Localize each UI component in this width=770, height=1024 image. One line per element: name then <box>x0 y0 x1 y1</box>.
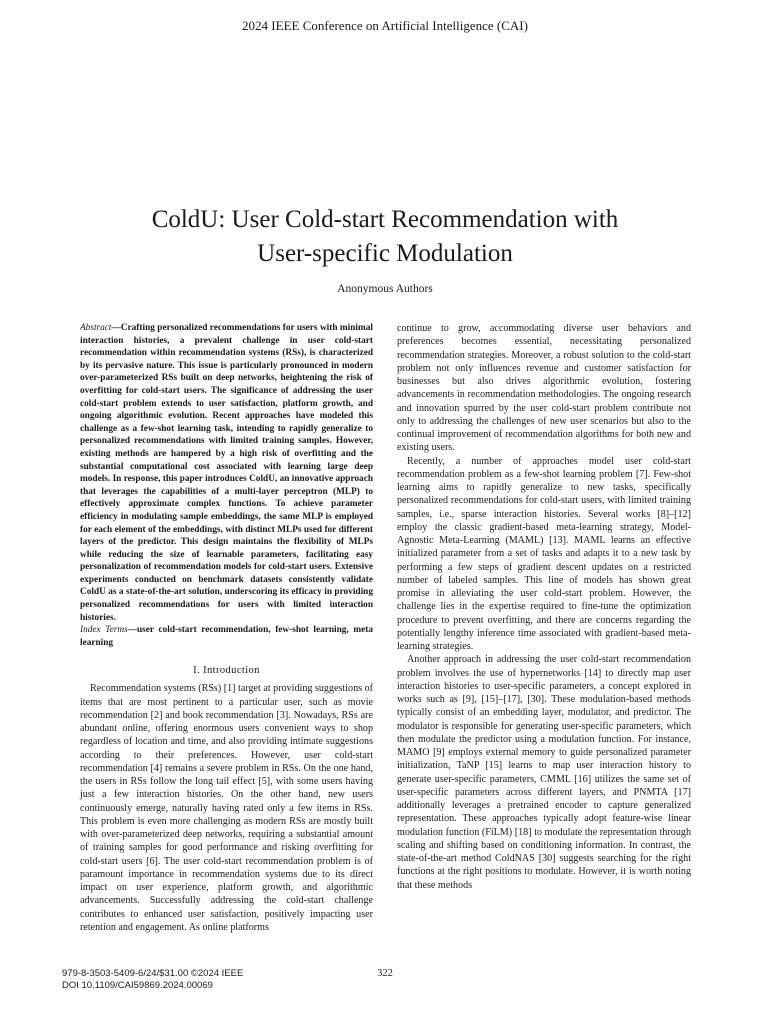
footer-isbn: 979-8-3503-5409-6/24/$31.00 ©2024 IEEE <box>62 968 244 979</box>
left-column <box>80 322 373 934</box>
right-column <box>397 322 691 892</box>
section-heading-introduction: I. Introduction <box>193 665 260 677</box>
footer-doi: DOI 10.1109/CAI59869.2024.00069 <box>62 980 213 991</box>
right-paragraph-1: continue to grow, accommodating diverse user behaviors and preferences becomes essential, necessitating personalized recommendation strategies. Moreover, a robust solution to the cold-start problem not only influences revenue and customer satisfaction for businesses but also drives algorithmic evolution, fostering advancements in recommendation methodologies. The ongoing research and innovation spurred by the user cold-start problem contribute not only to addressing the challenges of new user scenarios but also to the continual improvement of recommendation algorithms for both new and existing users. <box>397 323 691 454</box>
page-number: 322 <box>377 968 393 979</box>
paper-title <box>60 203 710 271</box>
index-terms <box>80 624 373 649</box>
abstract-label: Abstract <box>80 323 112 333</box>
abstract-text: —Crafting personalized recommendations for users with minimal interaction histories, a prevalent challenge in user cold-start recommendation within recommendation systems (RSs), is characterized by its pervasive nature. This issue is particularly pronounced in modern over-parameterized RSs built on deep networks, heightening the risk of overfitting for cold-start users. The significance of addressing the user cold-start problem extends to user satisfaction, platform growth, and ongoing algorithmic evolution. Recent approaches have modeled this challenge as a few-shot learning task, intending to rapidly generalize to personalized recommendations with limited training samples. However, existing methods are hampered by a high risk of overfitting and the substantial computational cost associated with learning large deep models. In response, this paper introduces ColdU, an innovative approach that leverages the capabilities of a multi-layer perceptron (MLP) to effectively approximate complex functions. To achieve parameter efficiency in modulating sample embeddings, the same MLP is employed for each element of the embeddings, with distinct MLPs used for different layers of the predictor. This design maintains the flexibility of MLPs while reducing the size of learnable parameters, facilitating easy personalization of recommendation models for cold-start users. Extensive experiments conducted on benchmark datasets consistently validate ColdU as a state-of-the-art solution, underscoring its efficacy in providing personalized recommendations for users with limited interaction histories. <box>80 323 373 623</box>
title-line-1: ColdU: User Cold-start Recommendation with <box>151 206 619 233</box>
left-paragraph-1: Recommendation systems (RSs) [1] target at providing suggestions of items that are most pertinent to a particular user, such as movie recommendation [2] and book recommendation [3]. Nowadays, RSs are abundant online, offering enormous users convenient ways to shop regardless of location and time, and also providing intimate suggestions according to their preferences. However, user cold-start recommendation [4] remains a severe problem in RSs. On the one hand, the users in RSs follow the long tail effect [5], with some users having just a few interaction histories. On the other hand, new users continuously emerge, naturally having rated only a few items in RSs. This problem is even more challenging as modern RSs are mostly built with over-parameterized deep networks, requiring a substantial amount of training samples for good performance and risking overfitting for cold-start users [6]. The user cold-start recommendation problem is of paramount importance in recommendation systems due to its direct impact on user experience, platform growth, and algorithmic advancements. Successfully addressing the cold-start challenge contributes to enhanced user satisfaction, positively impacting user retention and engagement. As online platforms <box>80 683 373 933</box>
index-terms-label: Index Terms <box>80 625 128 636</box>
title-line-2: User-specific Modulation <box>257 240 513 267</box>
right-paragraph-2: Recently, a number of approaches model user cold-start recommendation problem as a few-shot learning problem [7]. Few-shot learning aims to rapidly generalize to new tasks, specifically personalized recommendations for cold-start users, with limited training samples, i.e., sparse interaction histories. Several works [8]–[12] employ the classic gradient-based meta-learning strategy, Model-Agnostic Meta-Learning (MAML) [13]. MAML learns an effective initialized parameter from a set of tasks and adapts it to a new task by performing a few steps of gradient descent updates on a restricted number of labeled samples. This line of models has shown great promise in alleviating the user cold-start problem. However, the challenge lies in the expertise required to fine-tune the optimization procedure to prevent overfitting, and there are concerns regarding the potentially lengthy inference time associated with gradient-based meta-learning strategies. <box>397 455 691 652</box>
authors: Anonymous Authors <box>337 283 433 295</box>
conference-header: 2024 IEEE Conference on Artificial Intelligence (CAI) <box>242 18 528 33</box>
abstract <box>80 322 373 624</box>
index-terms-text: —user cold-start recommendation, few-shot learning, meta learning <box>80 625 373 648</box>
right-paragraph-3: Another approach in addressing the user cold-start recommendation problem involves the use of hypernetworks [14] to directly map user interaction histories to user-specific parameters, a concept explored in works such as [9], [15]–[17], [30]. These modulation-based methods typically consist of an embedding layer, modulator, and predictor. The modulator is responsible for generating user-specific parameters, which then modulate the predictor using a modulation function. For instance, MAMO [9] employs external memory to guide personalized parameter initialization, TaNP [15] learns to map user interaction history to generate user-specific parameters, CMML [16] utilizes the same set of user-specific parameters across different layers, and PNMTA [17] additionally leverages a pretrained encoder to capture generalized representation. These approaches typically adopt feature-wise linear modulation function (FiLM) [18] to modulate the representation through scaling and shifting based on conditioning information. In contrast, the state-of-the-art method ColdNAS [30] suggests searching for the right functions at the right positions to modulate. However, it is worth noting that these methods <box>397 654 691 891</box>
